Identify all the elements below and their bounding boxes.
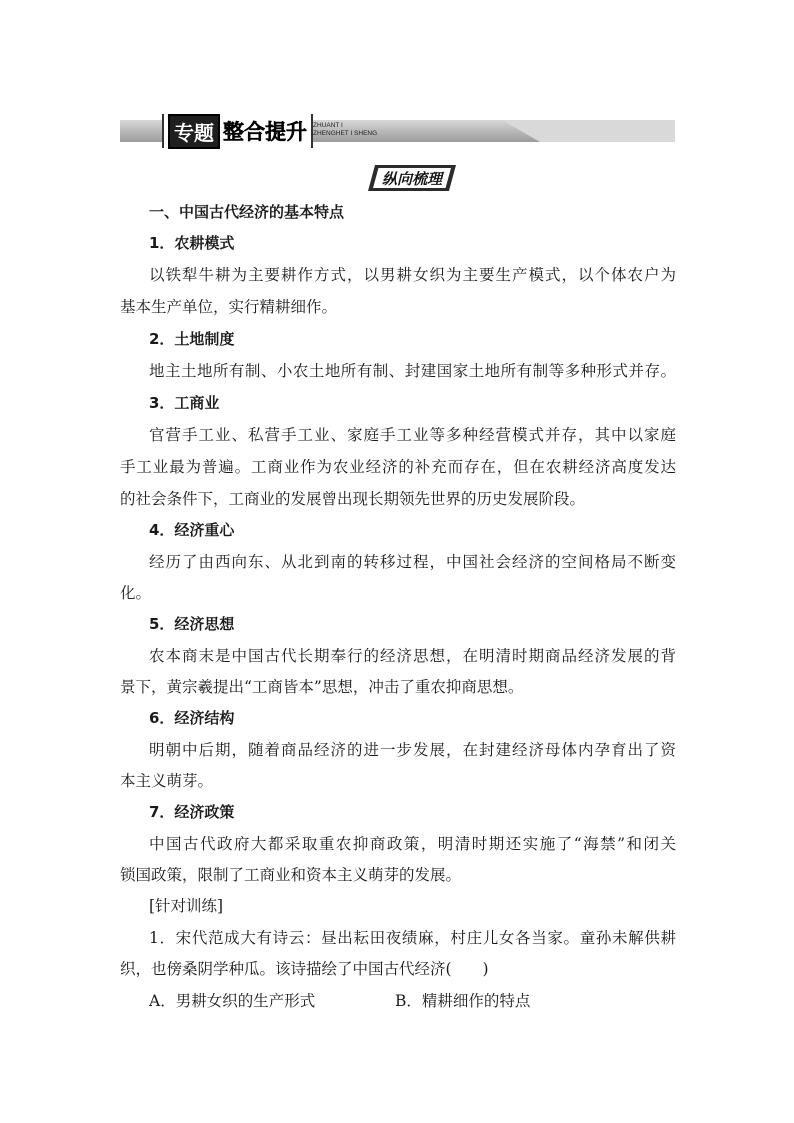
para-3-line-3: 的社会条件下，工商业的发展曾出现长期领先世界的历史发展阶段。 <box>120 490 586 508</box>
para-6-line-2: 本主义萌芽。 <box>120 772 214 790</box>
para-5-line-2: 景下，黄宗羲提出“工商皆本”思想，冲击了重农抑商思想。 <box>120 678 524 696</box>
heading-6: 6．经济结构 <box>149 709 235 727</box>
para-4-line-1: 经历了由西向东、从北到南的转移过程，中国社会经济的空间格局不断变 <box>149 553 676 571</box>
banner-pinyin-line2: ZHENGHET I SHENG <box>313 130 378 137</box>
para-6-line-1: 明朝中后期，随着商品经济的进一步发展，在封建经济母体内孕育出了资 <box>149 741 676 759</box>
para-3-line-1: 官营手工业、私营手工业、家庭手工业等多种经营模式并存，其中以家庭 <box>149 426 676 444</box>
para-2-line-1: 地主土地所有制、小农土地所有制、封建国家土地所有制等多种形式并存。 <box>149 362 676 380</box>
section-tag <box>368 165 456 191</box>
heading-2: 2．土地制度 <box>149 330 235 348</box>
para-7-line-2: 锁国政策，限制了工商业和资本主义萌芽的发展。 <box>120 866 462 884</box>
heading-4: 4．经济重心 <box>149 521 235 539</box>
training-label: [针对训练] <box>149 897 224 915</box>
heading-1: 1．农耕模式 <box>149 234 235 252</box>
banner-tag: 专题 <box>168 114 220 149</box>
option-b: B．精耕细作的特点 <box>395 992 531 1010</box>
para-4-line-2: 化。 <box>120 584 152 602</box>
heading-7: 7．经济政策 <box>149 803 235 821</box>
header-banner <box>120 117 675 145</box>
para-1-line-2: 基本生产单位，实行精耕细作。 <box>120 298 338 316</box>
section-tag-label: 纵向梳理 <box>381 169 442 188</box>
heading-5: 5．经济思想 <box>149 615 235 633</box>
question-1-line-1: 1．宋代范成大有诗云：昼出耘田夜绩麻，村庄儿女各当家。童孙未解供耕 <box>149 929 676 947</box>
question-1-line-2: 织，也傍桑阴学种瓜。该诗描绘了中国古代经济( ) <box>120 960 489 978</box>
banner-pinyin <box>313 122 377 138</box>
banner-pinyin-line1: ZHUANT I <box>313 122 343 129</box>
para-5-line-1: 农本商末是中国古代长期奉行的经济思想，在明清时期商品经济发展的背 <box>149 647 676 665</box>
heading-3: 3．工商业 <box>149 394 220 412</box>
para-1-line-1: 以铁犁牛耕为主要耕作方式，以男耕女织为主要生产模式，以个体农户为 <box>149 266 676 284</box>
banner-title: 整合提升 <box>223 120 307 144</box>
main-heading: 一、中国古代经济的基本特点 <box>149 203 345 221</box>
para-7-line-1: 中国古代政府大都采取重农抑商政策，明清时期还实施了“海禁”和闭关 <box>149 835 676 853</box>
para-3-line-2: 手工业最为普遍。工商业作为农业经济的补充而存在，但在农耕经济高度发达 <box>120 458 676 476</box>
option-a: A．男耕女织的生产形式 <box>149 992 316 1010</box>
banner-title-box <box>162 114 313 148</box>
